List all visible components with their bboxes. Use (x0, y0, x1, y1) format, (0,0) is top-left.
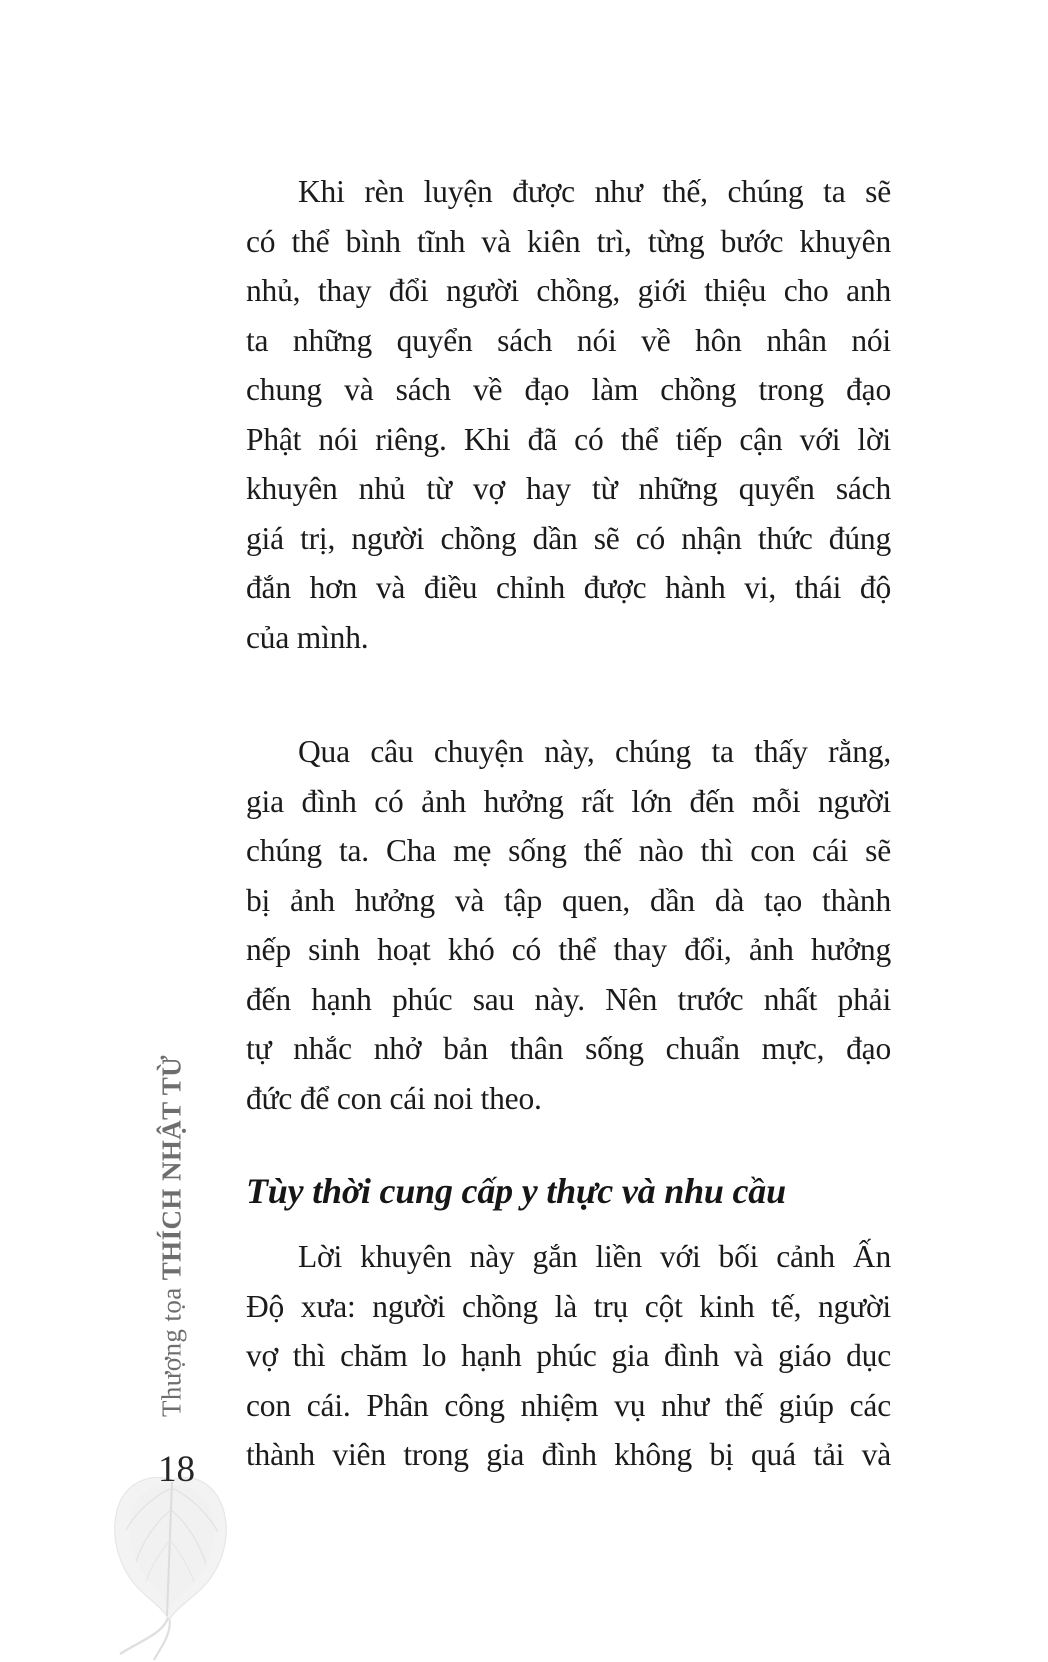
text-line: con cái. Phân công nhiệm vụ như thế giúp các (246, 1387, 891, 1423)
text-line: có thể bình tĩnh và kiên trì, từng bước khuyên (246, 223, 891, 259)
text-line: thành viên trong gia đình không bị quá tải và (246, 1437, 891, 1472)
text-line: đắn hơn và điều chỉnh được hành vi, thái độ (246, 570, 891, 605)
body-text-block (246, 167, 891, 1480)
text-line: Lời khuyên này gắn liền với bối cảnh Ấn (298, 1239, 891, 1274)
text-line: Qua câu chuyện này, chúng ta thấy rằng, (298, 734, 891, 769)
page-number: 18 (158, 1449, 195, 1490)
text-line: chung và sách về đạo làm chồng trong đạo (246, 372, 891, 407)
paragraph (246, 727, 891, 1123)
text-line: nếp sinh hoạt khó có thể thay đổi, ảnh hưởng (246, 932, 891, 967)
text-line: Khi rèn luyện được như thế, chúng ta sẽ (298, 174, 891, 209)
text-line: đến hạnh phúc sau này. Nên trước nhất phải (246, 981, 891, 1017)
section-heading: Tùy thời cung cấp y thực và nhu cầu (246, 1171, 786, 1211)
text-line: tự nhắc nhở bản thân sống chuẩn mực, đạo (246, 1031, 891, 1066)
sidebar-author-name: THÍCH NHẬT TỪ (156, 1054, 187, 1281)
text-line: gia đình có ảnh hưởng rất lớn đến mỗi người (246, 783, 891, 819)
paragraph (246, 1232, 891, 1480)
bodhi-leaf-icon (106, 1470, 238, 1662)
text-line: vợ thì chăm lo hạnh phúc gia đình và giáo dục (246, 1338, 891, 1373)
text-line: Độ xưa: người chồng là trụ cột kinh tế, người (246, 1288, 891, 1324)
text-line: ta những quyển sách nói về hôn nhân nói (246, 322, 891, 358)
text-line: khuyên nhủ từ vợ hay từ những quyển sách (246, 471, 891, 506)
text-line: bị ảnh hưởng và tập quen, dần dà tạo thành (246, 882, 891, 918)
text-line: nhủ, thay đổi người chồng, giới thiệu cho anh (246, 273, 891, 308)
text-line: Phật nói riêng. Khi đã có thể tiếp cận với lời (246, 421, 891, 457)
running-sidebar-author (157, 1055, 188, 1417)
paragraph (246, 167, 891, 662)
text-line: giá trị, người chồng dần sẽ có nhận thức đúng (246, 520, 891, 556)
sidebar-author-prefix: Thượng tọa (156, 1280, 187, 1418)
text-line: chúng ta. Cha mẹ sống thế nào thì con cái sẽ (246, 833, 891, 868)
text-line: của mình. (246, 619, 369, 655)
text-line: đức để con cái noi theo. (246, 1080, 542, 1116)
